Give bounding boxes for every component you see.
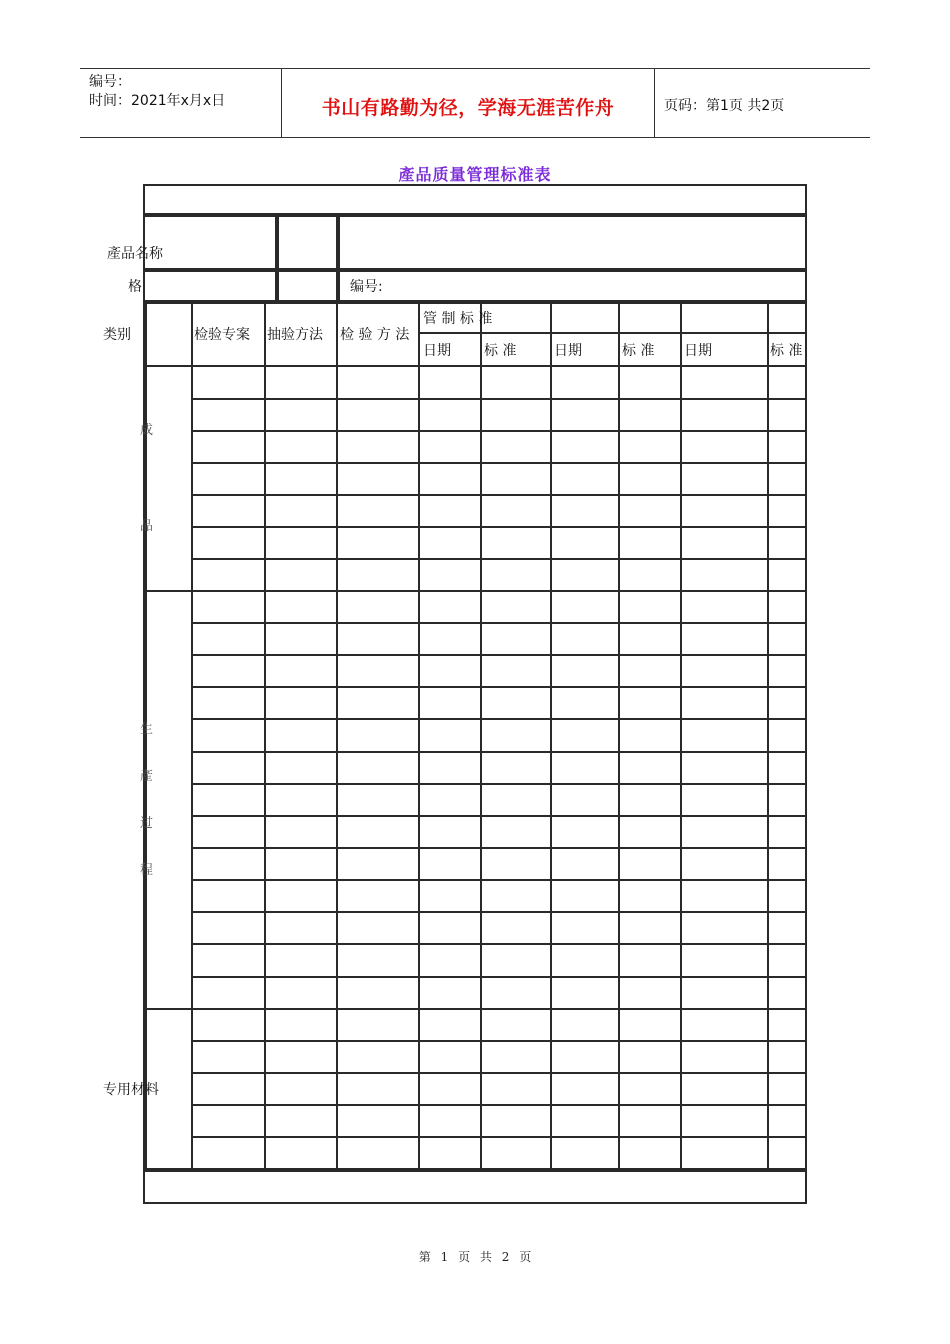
grid-line — [191, 815, 805, 817]
standard-header-2: 标 准 — [622, 343, 655, 359]
grid-line — [191, 462, 805, 464]
header-time-label: 时间：2021年x月x日 — [89, 93, 226, 109]
grid-line — [143, 184, 807, 186]
grid-line — [191, 430, 805, 432]
grid-line — [147, 365, 191, 367]
grid-line — [191, 847, 805, 849]
grid-line — [191, 783, 805, 785]
header-number-label: 编号： — [89, 74, 131, 90]
group-process-char-4: 程 — [140, 863, 154, 878]
date-header-2: 日期 — [554, 343, 582, 359]
grid-line — [191, 526, 805, 528]
grid-line — [191, 976, 805, 978]
grid-line — [145, 1170, 805, 1172]
date-header-1: 日期 — [423, 343, 451, 359]
grid-line — [145, 270, 805, 272]
grid-line — [191, 879, 805, 881]
grid-line — [191, 558, 805, 560]
grid-line — [147, 1008, 191, 1010]
footer-text: 页 — [458, 1250, 471, 1264]
grid-line — [420, 332, 805, 334]
grid-line — [191, 590, 805, 592]
header-motto: 书山有路勤为径，学海无涯苦作舟 — [321, 97, 615, 119]
grid-line — [191, 718, 805, 720]
grid-line — [277, 216, 279, 300]
standard-header-1: 标 准 — [484, 343, 517, 359]
grid-line — [147, 590, 191, 592]
grid-line — [191, 1040, 805, 1042]
group-finished-char-1: 成 — [140, 423, 154, 438]
group-process-char-1: 生 — [140, 722, 154, 737]
inspection-method-header: 检 验 方 法 — [340, 327, 410, 343]
grid-line — [338, 216, 340, 300]
grid-line — [191, 654, 805, 656]
grid-line — [191, 494, 805, 496]
footer-text: 页 — [519, 1250, 532, 1264]
grid-line — [191, 1104, 805, 1106]
sampling-method-header: 抽验方法 — [267, 327, 323, 343]
grid-line — [191, 751, 805, 753]
grid-line — [145, 365, 805, 367]
grid-line — [805, 184, 807, 1203]
footer-text: 共 — [479, 1250, 492, 1264]
date-header-3: 日期 — [684, 343, 712, 359]
form-number-label: 编号: — [350, 279, 383, 295]
grid-line — [191, 686, 805, 688]
category-header: 类别 — [103, 327, 131, 343]
footer-total-pages: 2 — [501, 1250, 510, 1264]
grid-line — [191, 911, 805, 913]
grid-line — [143, 1202, 807, 1204]
control-standard-header: 管 制 标 准 — [423, 311, 493, 327]
grid-line — [191, 622, 805, 624]
header-meta — [89, 73, 225, 111]
form-title: 產品质量管理标准表 — [398, 165, 552, 184]
footer-current-page: 1 — [440, 1250, 449, 1264]
grid-line — [191, 1072, 805, 1074]
header-page-info: 页码：第1页 共2页 — [664, 98, 785, 114]
group-materials-label: 专用材料 — [103, 1082, 159, 1098]
inspection-plan-header: 检验专案 — [194, 327, 250, 343]
grid-line — [145, 215, 805, 217]
grid-line — [191, 398, 805, 400]
grid-line — [191, 1008, 805, 1010]
product-name-label: 產品名称 — [107, 246, 163, 262]
footer-text: 第 — [418, 1250, 431, 1264]
document-header — [80, 68, 870, 138]
group-finished-char-2: 品 — [140, 519, 154, 534]
grid-line — [145, 302, 805, 304]
grid-line — [191, 1136, 805, 1138]
group-process-char-3: 过 — [140, 816, 154, 831]
header-divider — [654, 69, 655, 137]
grid-line — [191, 943, 805, 945]
page-footer — [0, 1248, 950, 1265]
standard-header-3: 标 准 — [770, 343, 803, 359]
spec-label: 格 — [128, 279, 142, 295]
group-process-char-2: 產 — [140, 769, 154, 784]
